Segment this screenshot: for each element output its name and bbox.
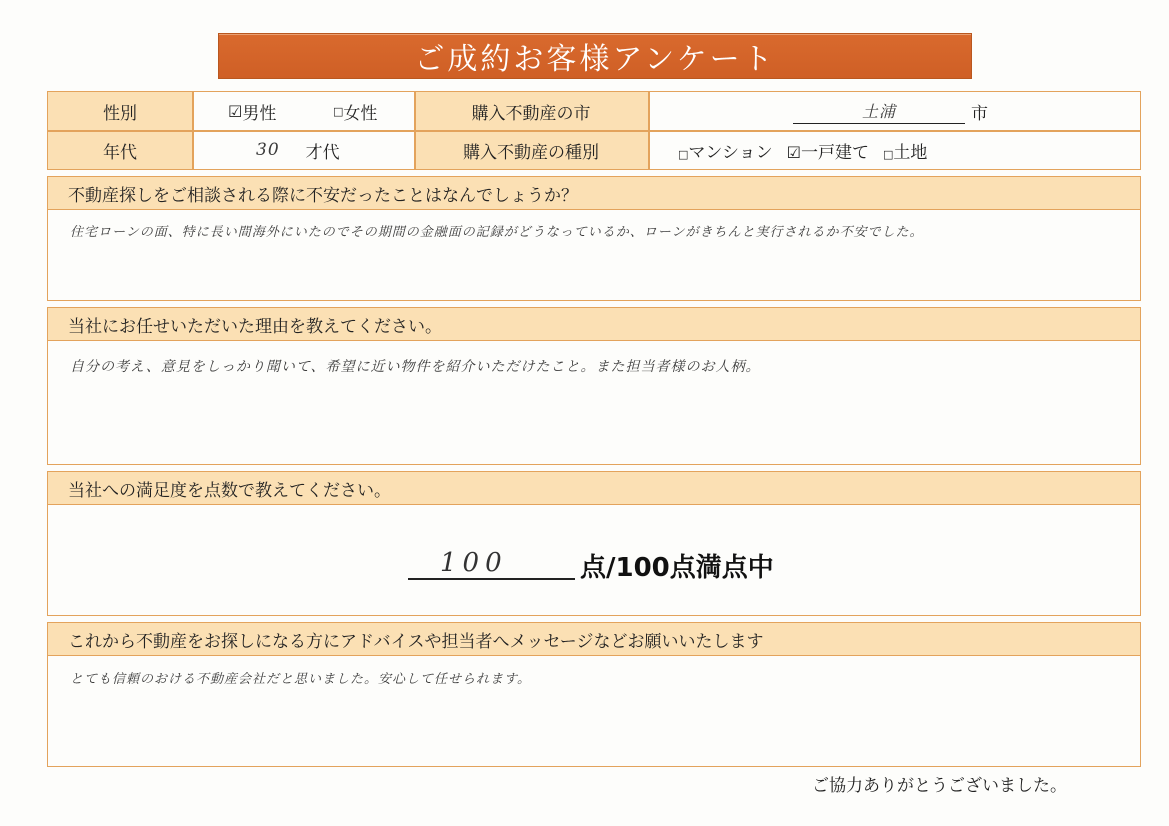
city-value: 土浦 [861, 102, 896, 121]
gender-male-label: 男性 [242, 104, 277, 124]
land-checkbox-icon[interactable]: □ [883, 147, 894, 161]
type-option-land[interactable] [883, 138, 927, 163]
city-label: 購入不動産の市 [414, 92, 648, 131]
gender-female-option[interactable] [333, 92, 377, 131]
answer-1-text: 住宅ローンの面、特に長い間海外にいたのでその期間の金融面の記録がどうなっているか、ローンがきちんと実行されるか不安でした。 [70, 225, 924, 240]
type-option-house[interactable] [787, 138, 869, 163]
age-label: 年代 [48, 131, 192, 169]
score-underline [408, 578, 575, 580]
gender-female-label: 女性 [343, 104, 378, 124]
question-3-heading: 当社への満足度を点数で教えてください。 [48, 472, 1140, 505]
male-checkbox-icon[interactable]: ☑ [228, 102, 243, 121]
age-unit: 才代 [305, 142, 340, 163]
answer-2-text: 自分の考え、意見をしっかり聞いて、希望に近い物件を紹介いただけたこと。また担当者様のお人柄。 [70, 359, 761, 375]
city-unit: 市 [971, 104, 988, 124]
age-field[interactable] [256, 131, 340, 169]
mansion-checkbox-icon[interactable]: □ [678, 147, 689, 161]
female-checkbox-icon[interactable]: □ [333, 105, 344, 118]
property-type-label: 購入不動産の種別 [414, 131, 648, 169]
answer-4-text: とても信頼のおける不動産会社だと思いました。安心して任せられます。 [70, 672, 531, 687]
property-type-options [678, 131, 927, 169]
gender-male-option[interactable] [228, 92, 276, 131]
type-option-mansion[interactable] [678, 138, 773, 163]
score-suffix: 点/100点満点中 [580, 553, 774, 583]
gender-label: 性別 [48, 92, 192, 131]
header-table [47, 91, 1141, 170]
question-4-heading: これから不動産をお探しになる方にアドバイスや担当者へメッセージなどお願いいたします [48, 623, 1140, 656]
house-label: 一戸建て [801, 142, 869, 163]
question-box-2 [47, 307, 1141, 465]
question-box-1 [47, 176, 1141, 301]
city-field[interactable] [793, 92, 988, 131]
land-label: 土地 [893, 142, 928, 163]
question-box-3 [47, 471, 1141, 616]
divider [48, 130, 1140, 132]
question-box-4 [47, 622, 1141, 767]
survey-title: ご成約お客様アンケート [218, 33, 972, 79]
score-value[interactable]: 100 [440, 548, 508, 578]
mansion-label: マンション [688, 142, 773, 163]
house-checkbox-icon[interactable]: ☑ [786, 142, 801, 162]
thanks-footer: ご協力ありがとうございました。 [812, 776, 1067, 796]
question-2-heading: 当社にお任せいただいた理由を教えてください。 [48, 308, 1140, 341]
age-value: 30 [256, 140, 280, 160]
question-1-heading: 不動産探しをご相談される際に不安だったことはなんでしょうか？ [48, 177, 1140, 210]
